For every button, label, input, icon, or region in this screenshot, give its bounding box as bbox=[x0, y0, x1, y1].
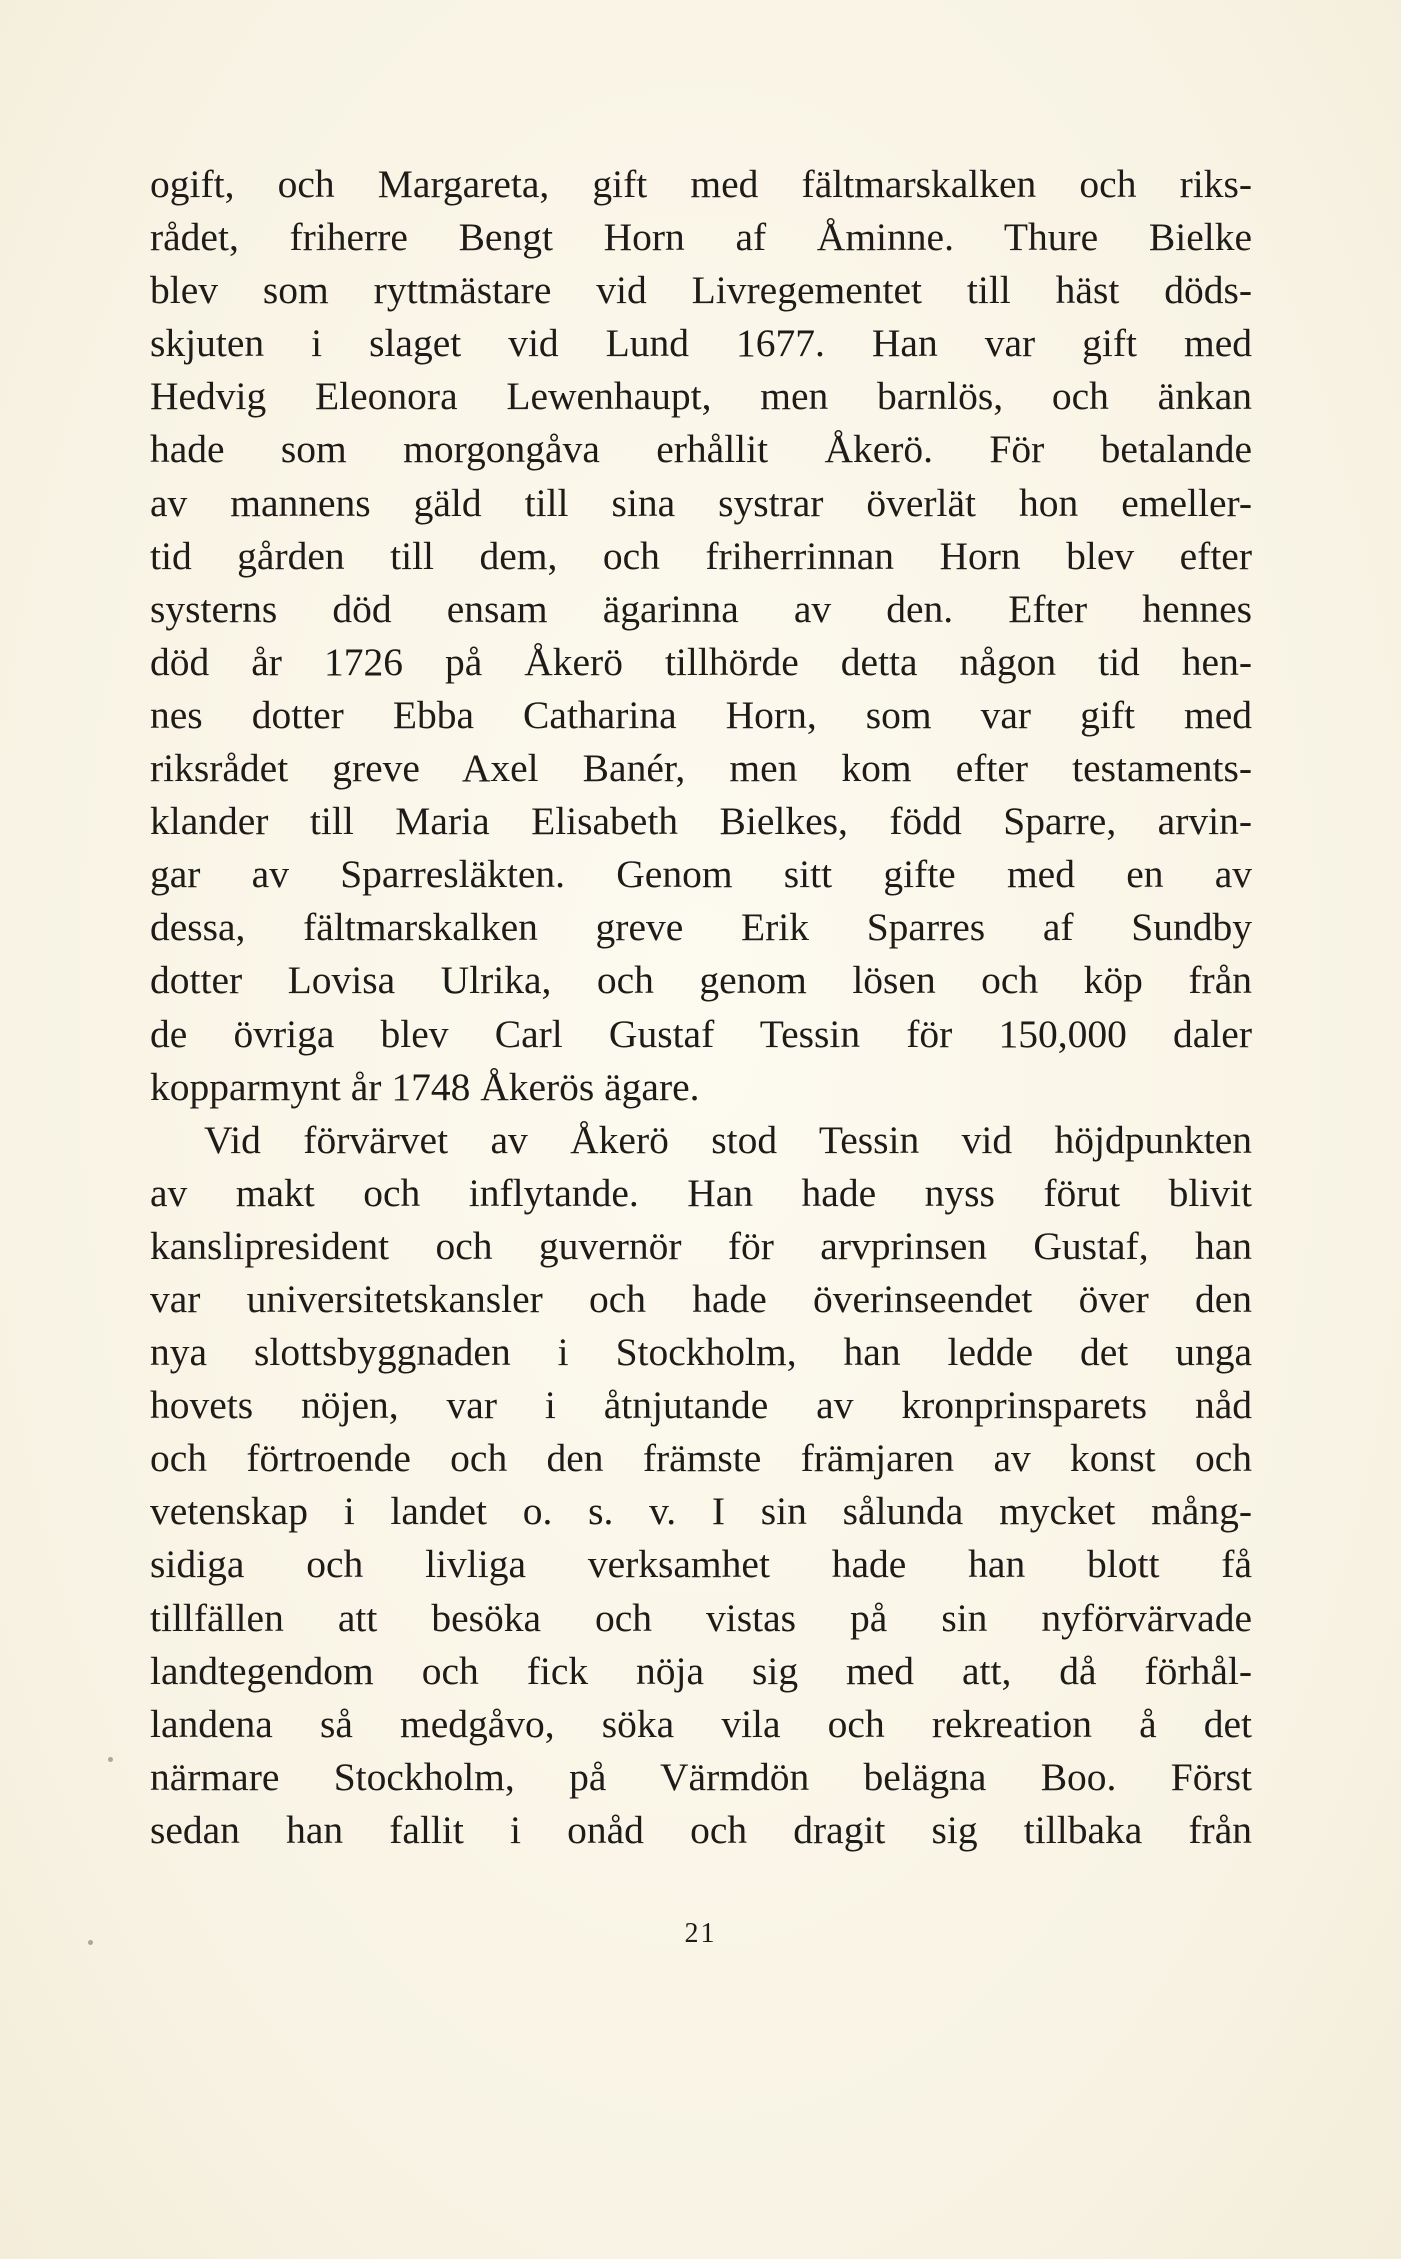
text-line: gar av Sparresläkten. Genom sitt gifte med en av bbox=[150, 852, 1252, 897]
text-line: dotter Lovisa Ulrika, och genom lösen och köp från bbox=[150, 958, 1252, 1003]
text-line: systerns död ensam ägarinna av den. Efter hennes bbox=[150, 586, 1252, 631]
text-line: närmare Stockholm, på Värmdön belägna Boo. Först bbox=[150, 1754, 1252, 1799]
text-line: Hedvig Eleonora Lewenhaupt, men barnlös, och änkan bbox=[150, 374, 1252, 419]
text-line: hade som morgongåva erhållit Åkerö. För betalande bbox=[150, 427, 1252, 472]
text-line: hovets nöjen, var i åtnjutande av kronprinsparets nåd bbox=[150, 1383, 1252, 1428]
paragraph-start-line: Vid förvärvet av Åkerö stod Tessin vid höjdpunkten bbox=[204, 1117, 1252, 1162]
text-line: sidiga och livliga verksamhet hade han blott få bbox=[150, 1542, 1252, 1587]
text-line: skjuten i slaget vid Lund 1677. Han var gift med bbox=[150, 321, 1252, 366]
text-line: landtegendom och fick nöja sig med att, då förhål- bbox=[150, 1648, 1252, 1693]
text-line: tillfällen att besöka och vistas på sin nyförvärvade bbox=[150, 1595, 1252, 1640]
text-line: dessa, fältmarskalken greve Erik Sparres af Sundby bbox=[150, 905, 1252, 950]
body-text bbox=[150, 158, 1252, 1857]
text-line: ogift, och Margareta, gift med fältmarskalken och riks- bbox=[150, 162, 1252, 206]
text-line: nes dotter Ebba Catharina Horn, som var gift med bbox=[150, 692, 1252, 737]
text-line: nya slottsbyggnaden i Stockholm, han ledde det unga bbox=[150, 1330, 1252, 1375]
print-speck bbox=[88, 1940, 93, 1945]
text-line: var universitetskansler och hade överinseendet över den bbox=[150, 1276, 1252, 1321]
print-speck bbox=[108, 1757, 113, 1762]
text-line: av makt och inflytande. Han hade nyss förut blivit bbox=[150, 1170, 1252, 1215]
text-line: av mannens gäld till sina systrar överlät hon emeller- bbox=[150, 480, 1252, 525]
paragraph-end-line: kopparmynt år 1748 Åkerös ägare. bbox=[150, 1064, 700, 1109]
text-line: klander till Maria Elisabeth Bielkes, född Sparre, arvin- bbox=[150, 799, 1252, 844]
text-line: blev som ryttmästare vid Livregementet till häst döds- bbox=[150, 268, 1252, 313]
text-line: kanslipresident och guvernör för arvprinsen Gustaf, han bbox=[150, 1223, 1252, 1268]
page-number: 21 bbox=[684, 1918, 717, 1949]
text-line: sedan han fallit i onåd och dragit sig tillbaka från bbox=[150, 1807, 1252, 1852]
text-line: vetenskap i landet o. s. v. I sin sålunda mycket mång- bbox=[150, 1489, 1252, 1534]
text-line: och förtroende och den främste främjaren av konst och bbox=[150, 1436, 1252, 1481]
text-line: de övriga blev Carl Gustaf Tessin för 150,000 daler bbox=[150, 1011, 1252, 1056]
text-line: riksrådet greve Axel Banér, men kom efter testaments- bbox=[150, 746, 1252, 791]
text-line: rådet, friherre Bengt Horn af Åminne. Thure Bielke bbox=[150, 215, 1252, 260]
text-line: landena så medgåvo, söka vila och rekreation å det bbox=[150, 1701, 1252, 1746]
text-line: död år 1726 på Åkerö tillhörde detta någon tid hen- bbox=[150, 639, 1252, 684]
text-line: tid gården till dem, och friherrinnan Horn blev efter bbox=[150, 533, 1252, 578]
